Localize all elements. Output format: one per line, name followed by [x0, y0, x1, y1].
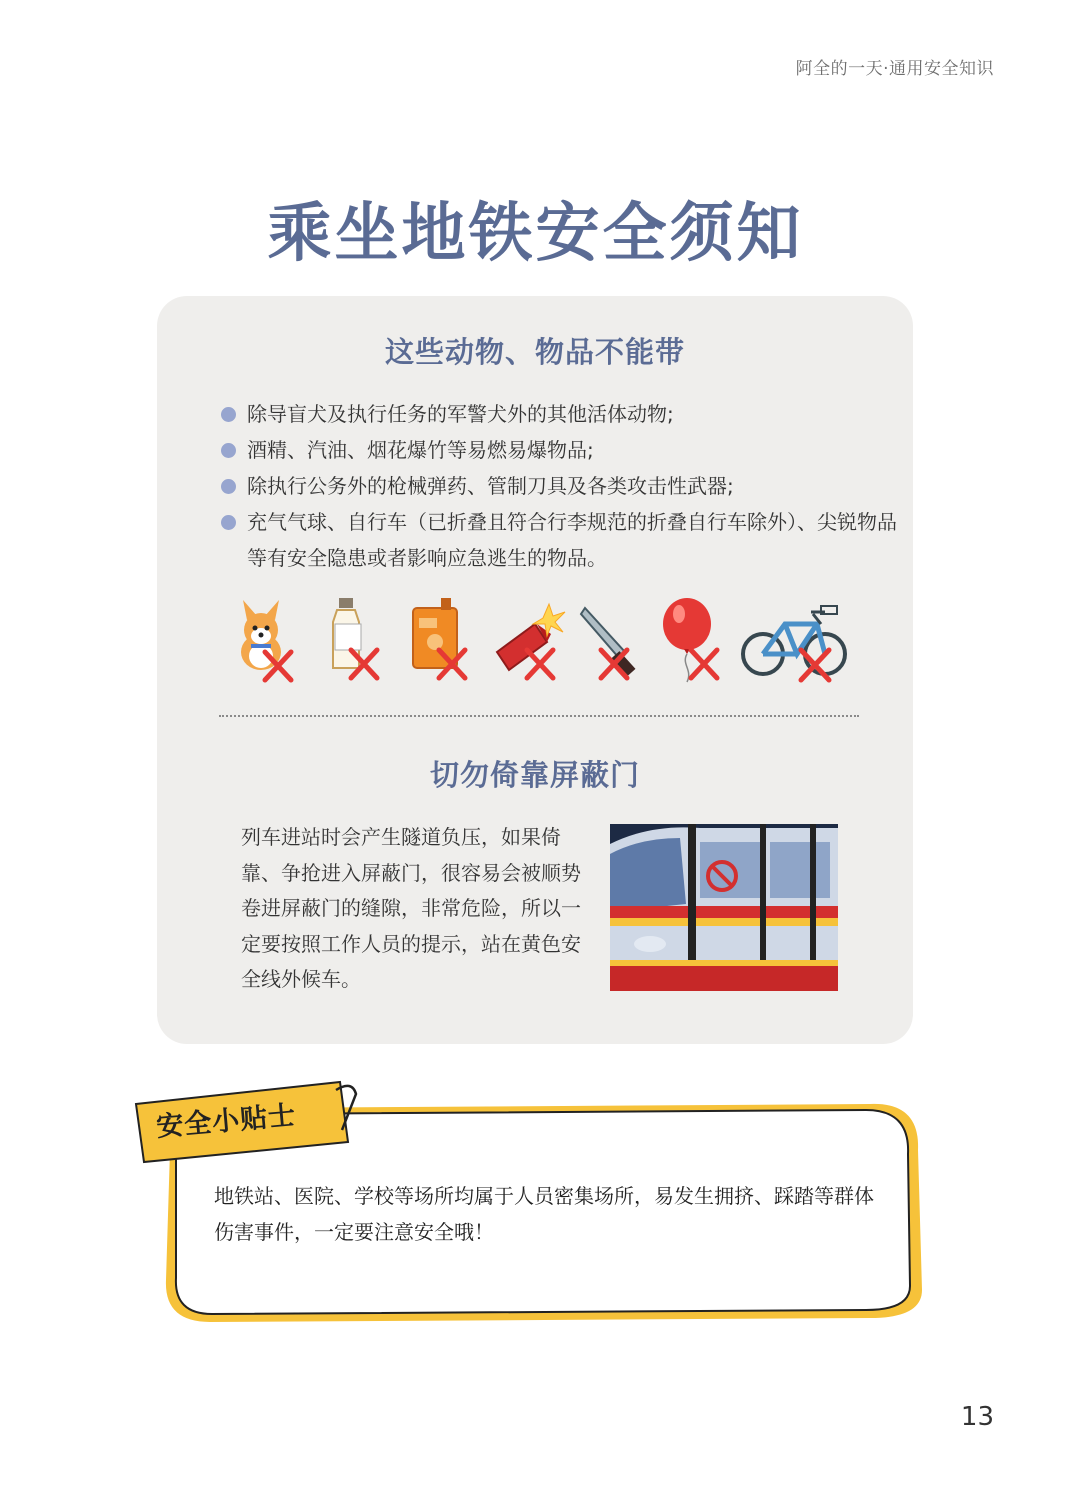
screen-door-text: 列车进站时会产生隧道负压，如果倚靠、争抢进入屏蔽门，很容易会被顺势卷进屏蔽门的缝隙，非常危险，所以一定要按照工作人员的提示，站在黄色安全线外候车。 [241, 825, 581, 991]
bicycle-icon [735, 594, 855, 684]
prohibited-list [219, 396, 899, 576]
tips-text: 地铁站、医院、学校等场所均属于人员密集场所，易发生拥挤、踩踏等群体伤害事件，一定要注意安全哦！ [214, 1184, 874, 1244]
bullet-icon [221, 443, 236, 458]
bullet-icon [221, 515, 236, 530]
tips-label: 安全小贴士 [155, 1099, 298, 1144]
section-title-screen-door: 切勿倚靠屏蔽门 [429, 758, 640, 792]
list-item-text: 除导盲犬及执行任务的军警犬外的其他活体动物; [247, 402, 674, 426]
list-item-text: 充气气球、自行车（已折叠且符合行李规范的折叠自行车除外）、尖锐物品等有安全隐患或者影响应急逃生的物品。 [247, 510, 897, 570]
list-item [219, 396, 899, 432]
page-title: 乘坐地铁安全须知 [267, 197, 804, 271]
prohibited-icons-row [227, 594, 857, 684]
train-platform-illustration [610, 824, 838, 991]
list-item-text: 酒精、汽油、烟花爆竹等易燃易爆物品; [247, 438, 594, 462]
list-item-text: 除执行公务外的枪械弹药、管制刀具及各类攻击性武器; [247, 474, 734, 498]
gasoline-can-icon [403, 594, 483, 684]
alcohol-bottle-icon [315, 594, 395, 684]
running-header: 阿全的一天·通用安全知识 [795, 59, 994, 79]
balloon-icon [651, 594, 731, 684]
bullet-icon [221, 407, 236, 422]
section-title-prohibited: 这些动物、物品不能带 [384, 335, 685, 369]
list-item [219, 504, 899, 576]
divider [219, 715, 859, 717]
dog-icon [227, 594, 307, 684]
info-panel [157, 296, 913, 1044]
safety-tips-box [130, 1080, 930, 1330]
list-item [219, 432, 899, 468]
firecracker-icon [491, 594, 571, 684]
bullet-icon [221, 479, 236, 494]
knife-icon [573, 594, 653, 684]
list-item [219, 468, 899, 504]
page-number: 13 [960, 1402, 994, 1432]
